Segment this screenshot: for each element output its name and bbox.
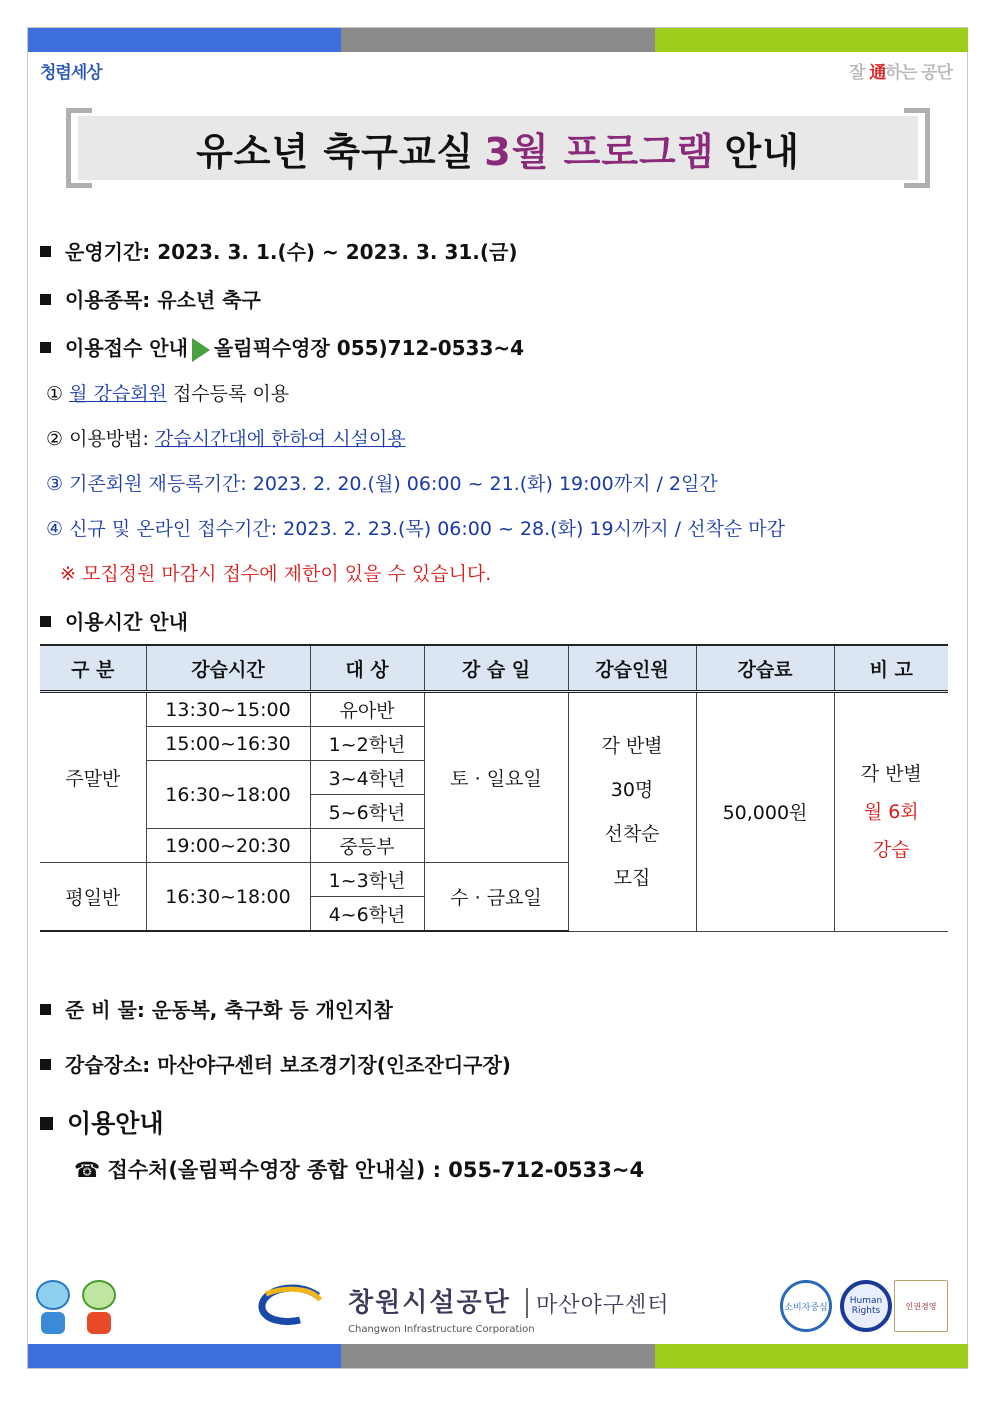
top-color-bar bbox=[28, 28, 968, 52]
target-cell: 3~4학년 bbox=[310, 761, 424, 795]
time-cell: 16:30~18:00 bbox=[146, 761, 310, 829]
bullet-icon bbox=[40, 342, 51, 353]
human-rights-badge-icon: Human Rights bbox=[840, 1280, 892, 1332]
weekday-class-cell: 평일반 bbox=[40, 863, 146, 932]
bullet-icon bbox=[40, 616, 51, 627]
facility-name: 마산야구센터 bbox=[536, 1293, 670, 1318]
corporation-name: 창원시설공단 bbox=[348, 1288, 511, 1318]
note-cell: 각 반별 월 6회 강습 bbox=[834, 692, 948, 932]
bullet-icon bbox=[40, 1059, 51, 1070]
header-cell: 대 상 bbox=[310, 645, 424, 692]
table-header-row bbox=[40, 645, 948, 692]
weekend-class-cell: 주말반 bbox=[40, 692, 146, 863]
target-cell: 유아반 bbox=[310, 692, 424, 727]
footer bbox=[28, 1276, 968, 1342]
notice-line: ※ 모집정원 마감시 접수에 제한이 있을 수 있습니다. bbox=[60, 563, 492, 585]
monthly-member-link[interactable]: 월 강습회원 bbox=[69, 383, 167, 405]
time-cell: 15:00~16:30 bbox=[146, 727, 310, 761]
contact-line: ☎ 접수처(올림픽수영장 종합 안내실) : 055-712-0533~4 bbox=[74, 1158, 645, 1182]
page-title: 유소년 축구교실 3월 프로그램 안내 bbox=[78, 116, 918, 180]
consumer-centered-badge-icon: 소비자중심 bbox=[780, 1280, 832, 1332]
header-cell: 구 분 bbox=[40, 645, 146, 692]
header-cell: 강습시간 bbox=[146, 645, 310, 692]
header-cell: 강 습 일 bbox=[424, 645, 568, 692]
slogan-logo: 잘 通하는 공단 bbox=[849, 63, 952, 83]
item-3: ③ 기존회원 재등록기간: 2023. 2. 20.(월) 06:00 ~ 21.(화) 19:00까지 / 2일간 bbox=[46, 473, 718, 495]
register-line: 이용접수 안내 올림픽수영장 055)712-0533~4 bbox=[40, 332, 524, 362]
fee-cell: 50,000원 bbox=[696, 692, 834, 932]
certification-badge-icon: 인권경영 bbox=[894, 1280, 948, 1332]
target-cell: 4~6학년 bbox=[310, 897, 424, 932]
target-cell: 1~3학년 bbox=[310, 863, 424, 897]
header-cell: 강습인원 bbox=[568, 645, 696, 692]
period-line: 운영기간: 2023. 3. 1.(수) ~ 2023. 3. 31.(금) bbox=[40, 236, 517, 265]
capacity-cell: 각 반별 30명 선착순 모집 bbox=[568, 692, 696, 932]
time-cell: 19:00~20:30 bbox=[146, 829, 310, 863]
days-cell: 수 · 금요일 bbox=[424, 863, 568, 932]
corporation-divider bbox=[526, 1288, 528, 1318]
integrity-logo: 청렴세상 bbox=[40, 63, 102, 83]
item-2: ② 이용방법: 강습시간대에 한하여 시설이용 bbox=[46, 428, 406, 450]
bullet-icon bbox=[40, 294, 51, 305]
corporation-logo bbox=[256, 1280, 696, 1340]
time-cell: 13:30~15:00 bbox=[146, 692, 310, 727]
usage-heading: 이용안내 bbox=[40, 1104, 164, 1140]
schedule-heading: 이용시간 안내 bbox=[40, 606, 188, 635]
target-cell: 중등부 bbox=[310, 829, 424, 863]
sport-line: 이용종목: 유소년 축구 bbox=[40, 284, 261, 313]
prep-line: 준 비 물: 운동복, 축구화 등 개인지참 bbox=[40, 994, 393, 1023]
table-row bbox=[40, 692, 948, 727]
bullet-icon bbox=[40, 1117, 53, 1130]
place-line: 강습장소: 마산야구센터 보조경기장(인조잔디구장) bbox=[40, 1049, 511, 1078]
corporation-swoosh-icon bbox=[256, 1284, 326, 1328]
item-4: ④ 신규 및 온라인 접수기간: 2023. 2. 23.(목) 06:00 ~ 28.(화) 19시까지 / 선착순 마감 bbox=[46, 518, 785, 540]
arrow-right-icon bbox=[192, 338, 210, 362]
bottom-color-bar bbox=[28, 1344, 968, 1368]
time-cell: 16:30~18:00 bbox=[146, 863, 310, 932]
title-box bbox=[66, 108, 930, 188]
mascot-green-icon bbox=[82, 1280, 116, 1334]
target-cell: 5~6학년 bbox=[310, 795, 424, 829]
corporation-english-name: Changwon Infrastructure Corporation bbox=[348, 1324, 535, 1335]
header-cell: 비 고 bbox=[834, 645, 948, 692]
target-cell: 1~2학년 bbox=[310, 727, 424, 761]
schedule-table bbox=[40, 644, 948, 932]
bullet-icon bbox=[40, 1004, 51, 1015]
bullet-icon bbox=[40, 246, 51, 257]
item-1: ① 월 강습회원 접수등록 이용 bbox=[46, 383, 290, 405]
header-cell: 강습료 bbox=[696, 645, 834, 692]
days-cell: 토 · 일요일 bbox=[424, 692, 568, 863]
usage-method-link[interactable]: 강습시간대에 한하여 시설이용 bbox=[154, 428, 406, 450]
mascot-blue-icon bbox=[36, 1280, 70, 1334]
